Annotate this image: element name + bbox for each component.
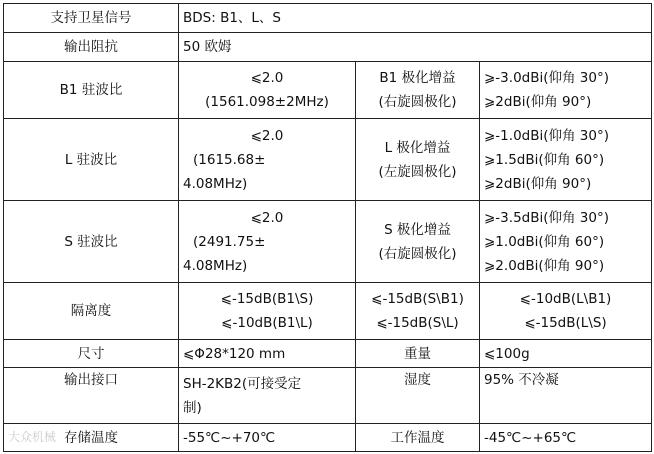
cell-isolation-l (480, 283, 652, 340)
l-gain-polarization: (左旋圆极化) (378, 163, 457, 180)
cell-value-weight: ⩽100g (480, 340, 652, 368)
b1-vswr-value: ⩽2.0 (250, 70, 284, 86)
cell-s-vswr (179, 201, 356, 283)
cell-label-isolation: 隔离度 (4, 283, 179, 340)
isolation-b1-l: ⩽-10dB(B1\L) (221, 315, 313, 331)
b1-gain-title: B1 极化增益 (379, 70, 456, 86)
table-row (4, 340, 652, 368)
cell-l-gain (480, 119, 652, 201)
spec-table (3, 3, 652, 452)
connector-line-2: 制) (183, 399, 202, 416)
isolation-s-l: ⩽-15dB(S\L) (376, 315, 459, 331)
s-vswr-tolerance: 4.08MHz) (183, 257, 248, 274)
cell-b1-gain (480, 62, 652, 119)
table-row (4, 62, 652, 119)
s-vswr-freq: (2491.75± (193, 233, 266, 250)
isolation-b1-s: ⩽-15dB(B1\S) (220, 291, 314, 307)
cell-isolation-b1 (179, 283, 356, 340)
s-gain-30: ⩾-3.5dBi(仰角 30°) (484, 209, 609, 226)
cell-value-impedance: 50 欧姆 (179, 33, 652, 62)
table-row (4, 424, 652, 452)
connector-line-1: SH-2KB2(可接受定 (183, 375, 302, 392)
s-gain-title: S 极化增益 (384, 221, 451, 238)
isolation-l-b1: ⩽-10dB(L\B1) (519, 291, 612, 307)
cell-value-signal: BDS: B1、L、S (179, 4, 652, 33)
cell-label-storage-temp: 存储温度 (4, 424, 179, 452)
watermark: 大众机械 (8, 430, 57, 444)
cell-label-humidity: 湿度 (356, 368, 480, 424)
table-row (4, 201, 652, 283)
table-row (4, 4, 652, 33)
s-gain-polarization: (右旋圆极化) (378, 245, 457, 262)
b1-gain-polarization: (右旋圆极化) (378, 94, 457, 110)
cell-value-size: ⩽Φ28*120 mm (179, 340, 356, 368)
cell-s-gain (480, 201, 652, 283)
table-row (4, 33, 652, 62)
s-gain-60: ⩾1.0dBi(仰角 60°) (484, 233, 605, 250)
cell-label-connector: 输出接口 (4, 368, 179, 424)
l-gain-60: ⩾1.5dBi(仰角 60°) (484, 151, 605, 168)
cell-l-gain-label (356, 119, 480, 201)
cell-value-humidity: 95% 不冷凝 (480, 368, 652, 424)
s-vswr-value: ⩽2.0 (250, 209, 284, 226)
l-vswr-tolerance: 4.08MHz) (183, 175, 248, 192)
b1-gain-90: ⩾2dBi(仰角 90°) (484, 94, 592, 110)
b1-gain-30: ⩾-3.0dBi(仰角 30°) (484, 70, 609, 86)
table-row (4, 119, 652, 201)
isolation-l-s: ⩽-15dB(L\S) (524, 315, 607, 331)
l-vswr-freq: (1615.68± (193, 151, 266, 168)
cell-value-storage-temp: -55℃~+70℃ (179, 424, 356, 452)
cell-label-l-vswr: L 驻波比 (4, 119, 179, 201)
cell-l-vswr (179, 119, 356, 201)
cell-b1-gain-label (356, 62, 480, 119)
l-vswr-value: ⩽2.0 (250, 127, 284, 144)
s-gain-90: ⩾2.0dBi(仰角 90°) (484, 257, 605, 274)
cell-label-weight: 重量 (356, 340, 480, 368)
cell-label-signal: 支持卫星信号 (4, 4, 179, 33)
table-row (4, 368, 652, 424)
l-gain-30: ⩾-1.0dBi(仰角 30°) (484, 127, 609, 144)
cell-label-size: 尺寸 (4, 340, 179, 368)
cell-isolation-s (356, 283, 480, 340)
cell-value-connector (179, 368, 356, 424)
isolation-s-b1: ⩽-15dB(S\B1) (371, 291, 464, 307)
cell-s-gain-label (356, 201, 480, 283)
b1-vswr-freq: (1561.098±2MHz) (205, 94, 329, 110)
cell-label-operating-temp: 工作温度 (356, 424, 480, 452)
cell-b1-vswr (179, 62, 356, 119)
cell-value-operating-temp: -45℃~+65℃ (480, 424, 652, 452)
cell-label-s-vswr: S 驻波比 (4, 201, 179, 283)
cell-label-b1-vswr: B1 驻波比 (4, 62, 179, 119)
cell-label-impedance: 输出阻抗 (4, 33, 179, 62)
table-row (4, 283, 652, 340)
l-gain-title: L 极化增益 (384, 139, 451, 156)
l-gain-90: ⩾2dBi(仰角 90°) (484, 175, 592, 192)
